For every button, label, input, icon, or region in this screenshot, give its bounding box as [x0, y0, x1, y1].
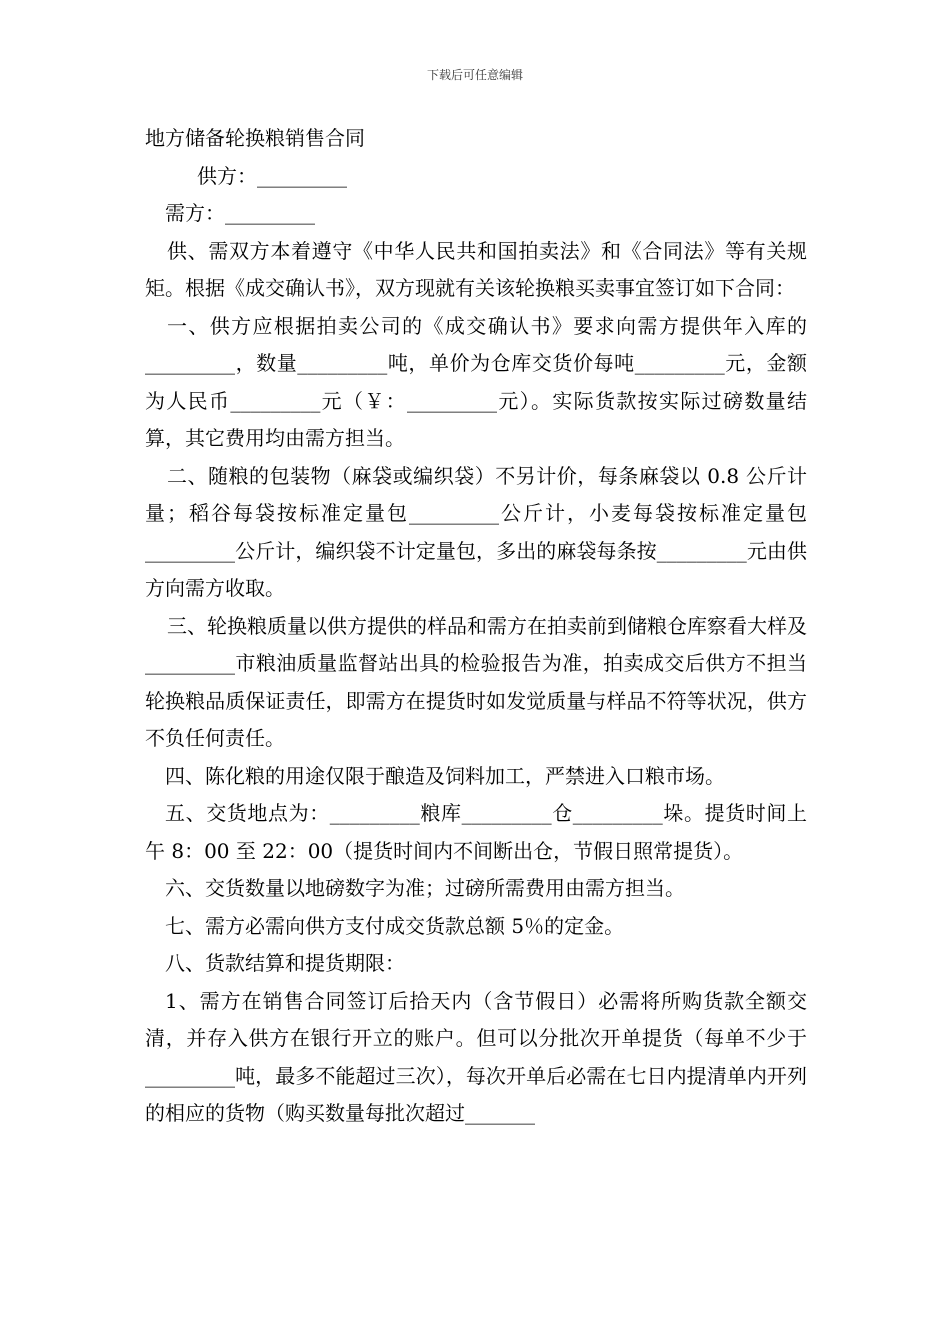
paragraph-clause-5: 五、交货地点为：_________粮库_________仓_________垛。提货时间上午 8：00 至 22：00（提货时间内不间断出仓，节假日照常提货）。 — [145, 801, 807, 863]
document-body — [145, 120, 807, 1133]
paragraph-clause-4: 四、陈化粮的用途仅限于酿造及饲料加工，严禁进入口粮市场。 — [165, 763, 725, 788]
paragraph-clause-2: 二、随粮的包装物（麻袋或编织袋）不另计价，每条麻袋以 0.8 公斤计量；稻谷每袋按标准定量包_________公斤计，小麦每袋按标准定量包_________公斤计，编织袋不计定量包，多出的麻袋每条按_________元由供方向需方收取。 — [145, 463, 807, 600]
paragraph-preamble: 供、需双方本着遵守《中华人民共和国拍卖法》和《合同法》等有关规矩。根据《成交确认书》，双方现就有关该轮换粮买卖事宜签订如下合同： — [145, 238, 807, 300]
document-title: 地方储备轮换粮销售合同 — [145, 126, 365, 150]
paragraph-clause-1: 一、供方应根据拍卖公司的《成交确认书》要求向需方提供年入库的_________，数量_________吨，单价为仓库交货价每吨_________元，金额为人民币_________元（￥：_________元）。实际货款按实际过磅数量结算，其它费用均由需方担当。 — [145, 313, 807, 450]
paragraph-clause-6: 六、交货数量以地磅数字为准；过磅所需费用由需方担当。 — [165, 876, 685, 900]
paragraph-clause-8: 八、货款结算和提货期限： — [165, 951, 405, 975]
header-note: 下载后可任意编辑 — [426, 68, 523, 82]
buyer-line: 需方：_________ — [165, 201, 315, 225]
paragraph-clause-3: 三、轮换粮质量以供方提供的样品和需方在拍卖前到储粮仓库察看大样及_________市粮油质量监督站出具的检验报告为准，拍卖成交后供方不担当轮换粮品质保证责任，即需方在提货时如发觉质量与样品不符等状况，供方不负任何责任。 — [145, 613, 807, 750]
paragraph-clause-8-1: 1、需方在销售合同签订后拾天内（含节假日）必需将所购货款全额交清，并存入供方在银行开立的账户。但可以分批次开单提货（每单不少于_________吨，最多不能超过三次），每次开单后必需在七日内提清单内开列的相应的货物（购买数量每批次超过_______ — [145, 988, 807, 1125]
paragraph-clause-7: 七、需方必需向供方支付成交货款总额 5％的定金。 — [165, 913, 625, 938]
supplier-line: 供方：_________ — [197, 163, 347, 188]
